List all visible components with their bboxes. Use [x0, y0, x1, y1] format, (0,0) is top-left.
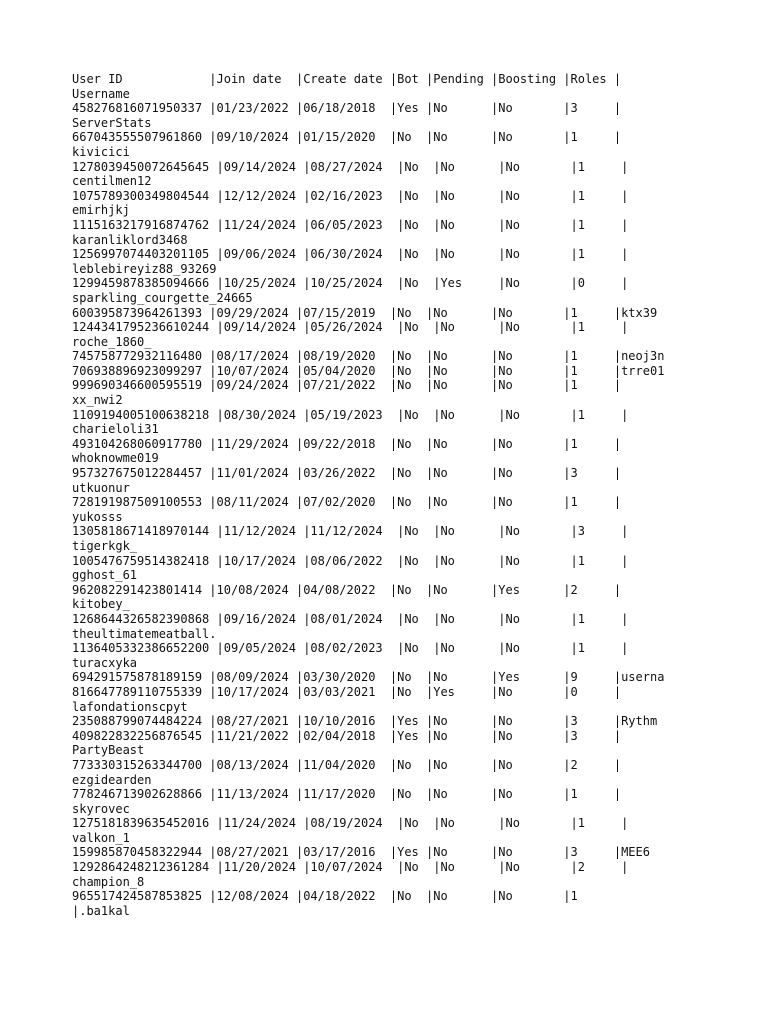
text-line: 745758772932116480 |08/17/2024 |08/19/2020 |No |No |No |1 |neoj3n [72, 349, 665, 364]
text-line: karanliklord3468 [72, 232, 188, 247]
text-line: PartyBeast [72, 743, 145, 758]
text-line: xx_nwi2 [72, 393, 123, 408]
text-line: 1244341795236610244 |09/14/2024 |05/26/2024 |No |No |No |1 | [72, 320, 629, 335]
text-line: leblebireyiz88_93269 [72, 261, 217, 276]
text-line: 816647789110755339 |10/17/2024 |03/03/2021 |No |Yes |No |0 | [72, 684, 622, 699]
text-line: 458276816071950337 |01/23/2022 |06/18/2018 |Yes |No |No |3 | [72, 101, 622, 116]
text-line: whoknowme019 [72, 451, 159, 466]
text-line: 957327675012284457 |11/01/2024 |03/26/2022 |No |No |No |3 | [72, 466, 622, 481]
text-line: 1275181839635452016 |11/24/2024 |08/19/2024 |No |No |No |1 | [72, 816, 629, 831]
text-line: 409822832256876545 |11/21/2022 |02/04/2018 |Yes |No |No |3 | [72, 728, 622, 743]
text-line: 1256997074403201105 |09/06/2024 |06/30/2024 |No |No |No |1 | [72, 247, 629, 262]
text-line: |.ba1kal [72, 903, 130, 918]
text-line: 1292864248212361284 |11/20/2024 |10/07/2024 |No |No |No |2 | [72, 860, 629, 875]
text-line: 159985870458322944 |08/27/2021 |03/17/2016 |Yes |No |No |3 |MEE6 [72, 845, 650, 860]
text-line: 773330315263344700 |08/13/2024 |11/04/2020 |No |No |No |2 | [72, 757, 622, 772]
text-line: 493104268060917780 |11/29/2024 |09/22/2018 |No |No |No |1 | [72, 436, 622, 451]
text-line: 1136405332386652200 |09/05/2024 |08/02/2023 |No |No |No |1 | [72, 641, 629, 656]
text-line: ezgidearden [72, 772, 152, 787]
text-line: 965517424587853825 |12/08/2024 |04/18/2022 |No |No |No |1 [72, 889, 578, 904]
text-line: ServerStats [72, 115, 152, 130]
text-line: 728191987509100553 |08/11/2024 |07/02/2020 |No |No |No |1 | [72, 495, 622, 510]
text-line: champion_8 [72, 874, 145, 889]
text-line: emirhjkj [72, 203, 130, 218]
text-document [72, 72, 762, 918]
text-line: valkon_1 [72, 830, 130, 845]
text-line: turacxyka [72, 655, 138, 670]
text-line: 235088799074484224 |08/27/2021 |10/10/2016 |Yes |No |No |3 |Rythm [72, 714, 658, 729]
text-line: tigerkgk_ [72, 539, 138, 553]
text-line: kivicici [72, 144, 130, 159]
text-line: skyrovec [72, 801, 130, 816]
text-line: 694291575878189159 |08/09/2024 |03/30/2020 |No |No |Yes |9 |userna [72, 670, 665, 685]
text-line: sparkling_courgette_24665 [72, 290, 253, 305]
text-line: 1109194005100638218 |08/30/2024 |05/19/2023 |No |No |No |1 | [72, 407, 629, 422]
text-line: yukosss [72, 509, 123, 524]
text-line: 962082291423801414 |10/08/2024 |04/08/2022 |No |No |Yes |2 | [72, 582, 622, 597]
text-line: 1075789300349804544 |12/12/2024 |02/16/2023 |No |No |No |1 | [72, 188, 629, 203]
text-line: 1115163217916874762 |11/24/2024 |06/05/2023 |No |No |No |1 | [72, 217, 629, 232]
text-line: kitobey_ [72, 597, 130, 612]
text-line: 1005476759514382418 |10/17/2024 |08/06/2022 |No |No |No |1 | [72, 553, 629, 568]
text-line: 667043555507961860 |09/10/2024 |01/15/2020 |No |No |No |1 | [72, 130, 622, 145]
text-line: charieloli31 [72, 422, 159, 437]
text-line: 778246713902628866 |11/13/2024 |11/17/2020 |No |No |No |1 | [72, 787, 622, 802]
text-line: Username [72, 86, 130, 101]
text-line: lafondationscpyt [72, 699, 188, 714]
text-line: 999690346600595519 |09/24/2024 |07/21/2022 |No |No |No |1 | [72, 378, 622, 393]
text-line: centilmen12 [72, 174, 152, 189]
text-line: roche_1860_ [72, 334, 152, 349]
text-line: gghost_61 [72, 568, 138, 583]
table-header-line: User ID |Join date |Create date |Bot |Pending |Boosting |Roles | [72, 72, 622, 86]
text-line: 600395873964261393 |09/29/2024 |07/15/2019 |No |No |No |1 |ktx39 [72, 305, 658, 320]
text-line: utkuonur [72, 480, 130, 495]
text-line: 1299459878385094666 |10/25/2024 |10/25/2024 |No |Yes |No |0 | [72, 276, 629, 291]
text-line: 706938896923099297 |10/07/2024 |05/04/2020 |No |No |No |1 |trre01 [72, 363, 665, 378]
text-line: theultimatemeatball. [72, 626, 217, 641]
text-line: 1268644326582390868 |09/16/2024 |08/01/2024 |No |No |No |1 | [72, 611, 629, 626]
text-line: 1305818671418970144 |11/12/2024 |11/12/2024 |No |No |No |3 | [72, 524, 629, 539]
text-line: 1278039450072645645 |09/14/2024 |08/27/2024 |No |No |No |1 | [72, 159, 629, 174]
